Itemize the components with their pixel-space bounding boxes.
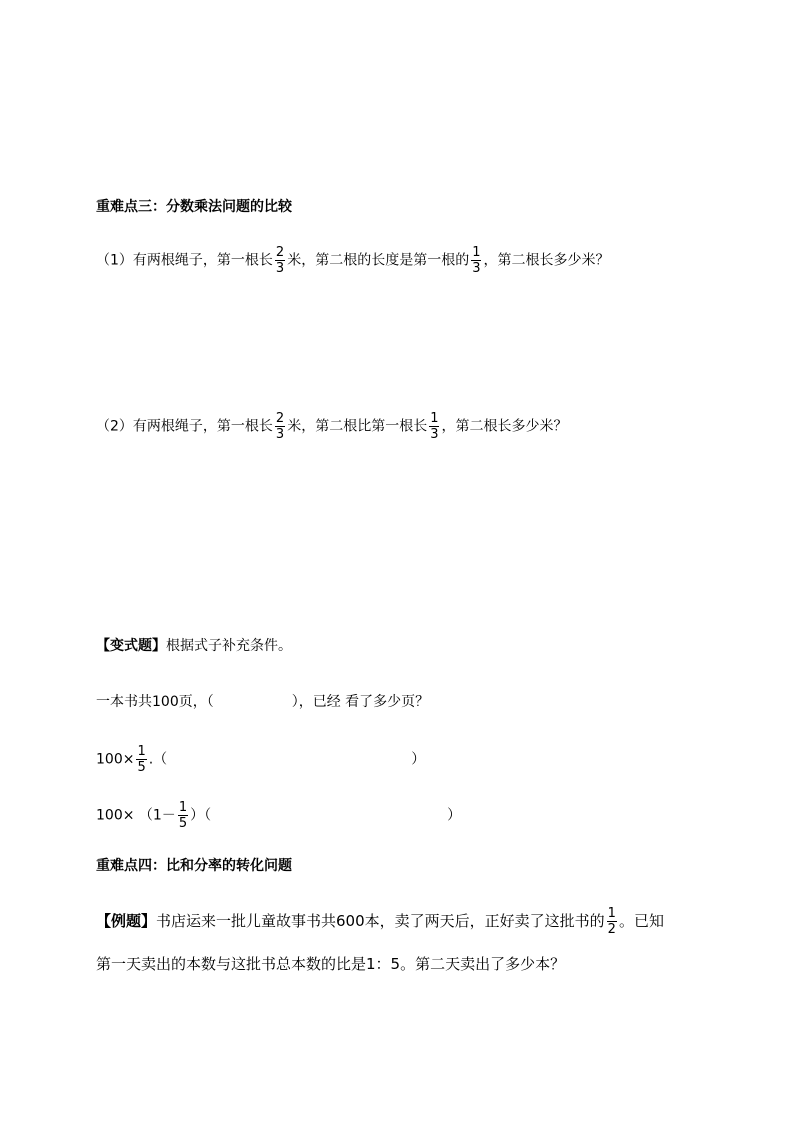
variant-tag: 【变式题】: [96, 638, 166, 654]
example-line-2: 第一天卖出的本数与这批书总本数的比是1：5。第二天卖出了多少本？: [96, 955, 566, 973]
section4-heading: 重难点四：比和分率的转化问题: [96, 858, 292, 874]
variant-title: [96, 636, 292, 656]
variant-problem-part-a: 一本书共100页，（: [96, 694, 214, 710]
expr1-open: .（: [148, 751, 168, 768]
example-fraction: $\frac{1}{2}$: [607, 906, 616, 937]
example-text-1a: 书店运来一批儿童故事书共600本，卖了两天后，正好卖了这批书的: [156, 912, 605, 930]
example-tag: 【例题】: [96, 912, 157, 930]
expr2-close: ）: [447, 807, 462, 824]
q1-fraction-2: $\frac{1}{3}$: [472, 245, 481, 276]
q2-prefix: （2）有两根绳子，第一根长: [96, 418, 273, 435]
variant-problem: [96, 692, 429, 712]
example-line-1: [96, 906, 664, 937]
question-2: [96, 411, 567, 442]
example-text-1b: 。已知: [618, 912, 664, 930]
expr1-fraction: $\frac{1}{5}$: [137, 744, 146, 775]
q1-suffix: ，第二根长多少米？: [483, 252, 610, 269]
expr2-open: ）（: [190, 807, 212, 824]
q1-mid: 米，第二根的长度是第一根的: [287, 252, 470, 269]
expression-1: [96, 744, 425, 775]
expression-2: [96, 800, 461, 831]
q1-prefix: （1）有两根绳子，第一根长: [96, 252, 273, 269]
q2-fraction-2: $\frac{1}{3}$: [430, 411, 439, 442]
q2-suffix: ，第二根长多少米？: [441, 418, 568, 435]
q1-fraction-1: $\frac{2}{3}$: [275, 245, 285, 276]
expr1-prefix: 100×: [96, 751, 135, 768]
expr1-close: ）: [411, 751, 426, 768]
variant-instruction: 根据式子补充条件。: [166, 638, 292, 654]
q2-mid: 米，第二根比第一根长: [287, 418, 428, 435]
variant-problem-part-b: ），已经 看了多少页？: [291, 694, 430, 710]
q2-fraction-1: $\frac{2}{3}$: [275, 411, 285, 442]
question-1: [96, 245, 609, 276]
expr2-fraction: $\frac{1}{5}$: [178, 800, 188, 831]
section3-heading: 重难点三：分数乘法问题的比较: [96, 199, 292, 215]
expr2-prefix: 100× （1－: [96, 807, 176, 824]
